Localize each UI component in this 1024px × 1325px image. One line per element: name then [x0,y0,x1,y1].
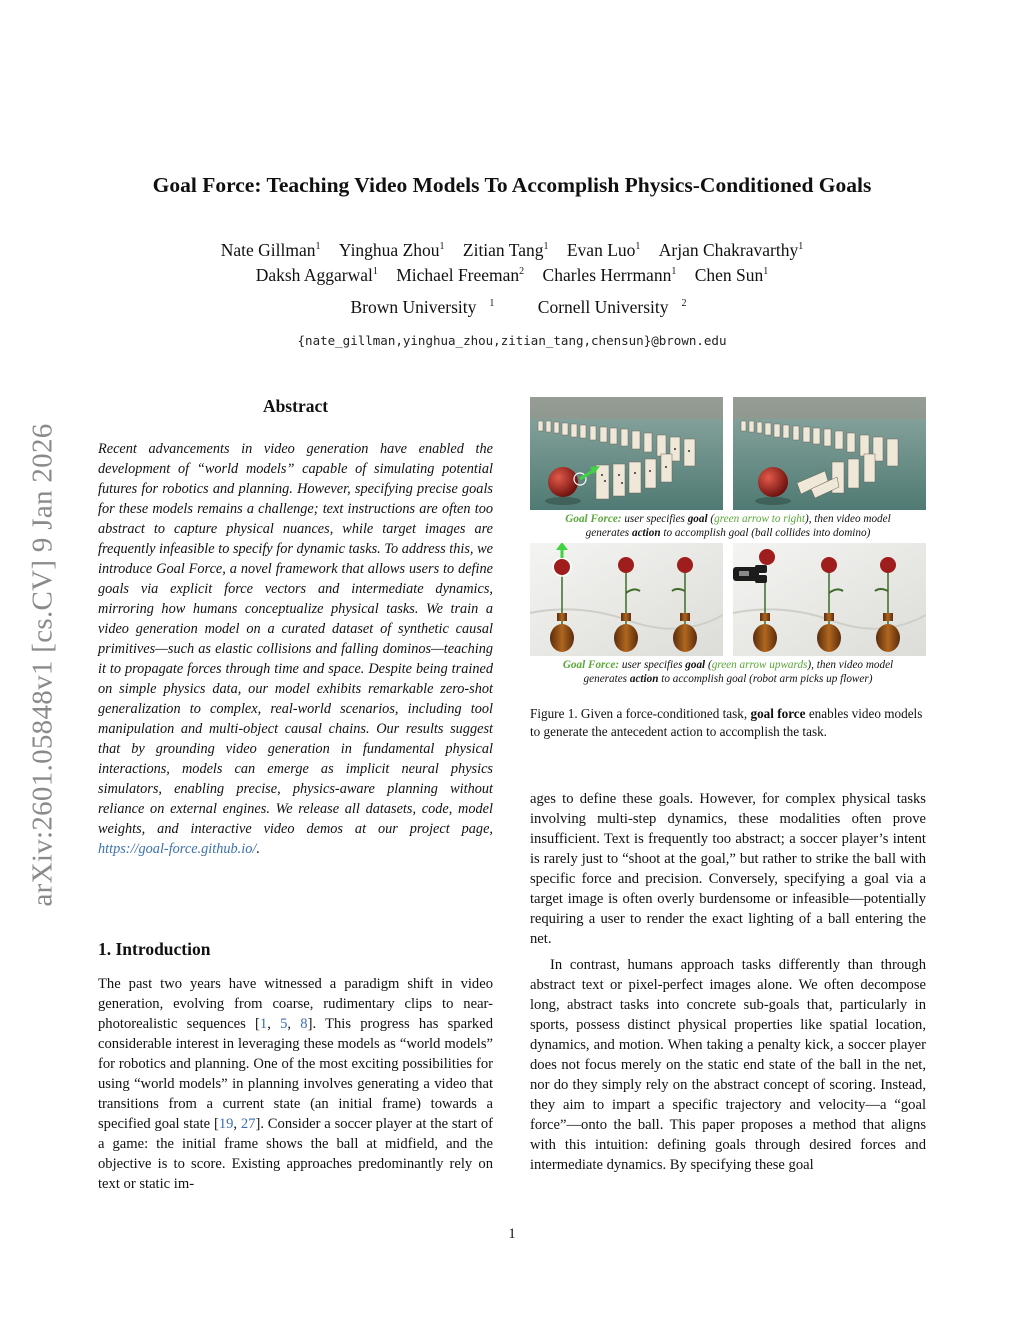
author: Chen Sun$^1$ [694,265,769,285]
domino-ball-image-start [530,397,723,510]
author: Yinghua Zhou$^1$ [338,240,445,260]
author: Michael Freeman$^2$ [396,265,525,285]
citation-link[interactable]: 27 [240,1116,256,1132]
affiliation: Brown University $^1$ [350,297,495,317]
author: Evan Luo$^1$ [566,240,641,260]
citation-link[interactable]: 1 [259,1016,268,1032]
author-list [80,238,944,288]
figure-subcaption-2: Goal Force: user specifies goal (green arrow upwards), then video model generates action to accomplish goal (robot arm picks up flower) [562,659,894,685]
author-emails: {nate_gillman,yinghua_zhou,zitian_tang,chensun}@brown.edu [297,333,727,348]
abstract-heading: Abstract [262,396,329,416]
citation-link[interactable]: 5 [280,1016,288,1032]
author-row-2 [80,263,944,288]
affiliation: Cornell University $^2$ [537,297,687,317]
author: Zitian Tang$^1$ [462,240,549,260]
figure-subcaption-1: Goal Force: user specifies goal (green arrow to right), then video model generates action to accomplish goal (ball collides into domino) [565,513,891,539]
flower-vase-robot-arm-image [733,543,926,656]
abstract-text: Recent advancements in video generation have enabled the development of “world models” capable of simulating potential futures for robotics and planning. However, specifying precise goals for these models remains a challenge; text instructions are often too abstract to capture physical nuances, while target images are frequently infeasible to specify for dynamic tasks. To address this, we introduce Goal Force, a novel framework that allows users to define goals via explicit force vectors and intermediate dynamics, mirroring how humans conceptualize physical tasks. We train a video generation model on a curated dataset of synthetic causal primitives—such as elastic collisions and falling dominos—teaching it to propagate forces through time and space. Despite being trained on simple physics data, our model exhibits remarkable zero-shot generalization to complex, real-world scenarios, including tool manipulation and multi-object causal chains. Our results suggest that by grounding video generation in fundamental physical interactions, models can emerge as implicit neural physics simulators, enabling precise, physics-aware planning without reliance on external engines. We release all datasets, code, model weights, and interactive video demos at our project page, https://goal-force.github.io/. [98,441,493,857]
section-heading-introduction: 1. Introduction [98,939,211,959]
author-row-1 [80,238,944,263]
figure-caption: Figure 1. Given a force-conditioned task, goal force enables video models to generate the antecedent action to accomplish the task. [530,706,923,739]
page-number: 1 [508,1226,516,1242]
domino-ball-image-end [733,397,926,510]
paper-title: Goal Force: Teaching Video Models To Accomplish Physics-Conditioned Goals [152,173,872,197]
author: Nate Gillman$^1$ [220,240,321,260]
flower-vase-image-start [530,543,723,656]
arxiv-id: arXiv:2601.05848v1 [cs.CV] 9 Jan 2026 [26,423,59,907]
author: Charles Herrmann$^1$ [542,265,677,285]
citation-link[interactable]: 19 [218,1116,234,1132]
project-page-link[interactable]: https://goal-force.github.io/ [98,841,257,857]
intro-paragraph-1: The past two years have witnessed a paradigm shift in video generation, evolving from coarse, rudimentary clips to near-photorealistic sequences [1, 5, 8]. This progress has sparked considerable interest in leveraging these models as “world models” for robotics and planning. One of the most exciting possibilities for using “world models” in planning involves generating a video that transitions from a current state (an initial frame) towards a specified goal state [19, 27]. Consider a soccer player at the start of a game: the initial frame shows the ball at midfield, and the objective is to score. Existing approaches predominantly rely on text or static im- [98,976,494,1192]
citation-link[interactable]: 8 [300,1016,308,1032]
intro-paragraph-continued: ages to define these goals. However, for complex physical tasks involving multi-step dynamics, these modalities often prove insufficient. Text is frequently too abstract; a soccer player’s intent is rarely just to “shoot at the goal,” but rather to strike the ball with specific force and precision. Conversely, specifying a goal via a target image is often overly burdensome or infeasible—potentially requiring a user to render the exact lighting of a ball entering the net. [530,791,926,947]
intro-paragraph-2: In contrast, humans approach tasks differently than through abstract text or pixel-perfect images alone. We often decompose long, abstract tasks into concrete sub-goals that, particularly in sports, possess distinct physical properties like spatial location, dynamics, and motion. When taking a penalty kick, a soccer player does not focus merely on the static end state of the ball in the net, nor do they simply rely on the abstract concept of scoring. Instead, they aim to impart a specific trajectory and velocity—a “goal force”—onto the ball. This paper proposes a method that aligns with this intuition: defining goals through desired forces and intermediate dynamics. By specifying these goal [530,957,926,1173]
author: Arjan Chakravarthy$^1$ [658,240,804,260]
intro-left-column [98,974,493,1194]
author: Daksh Aggarwal$^1$ [255,265,378,285]
affiliations [80,297,944,318]
intro-right-column [530,789,926,1175]
arxiv-stamp [18,380,68,950]
